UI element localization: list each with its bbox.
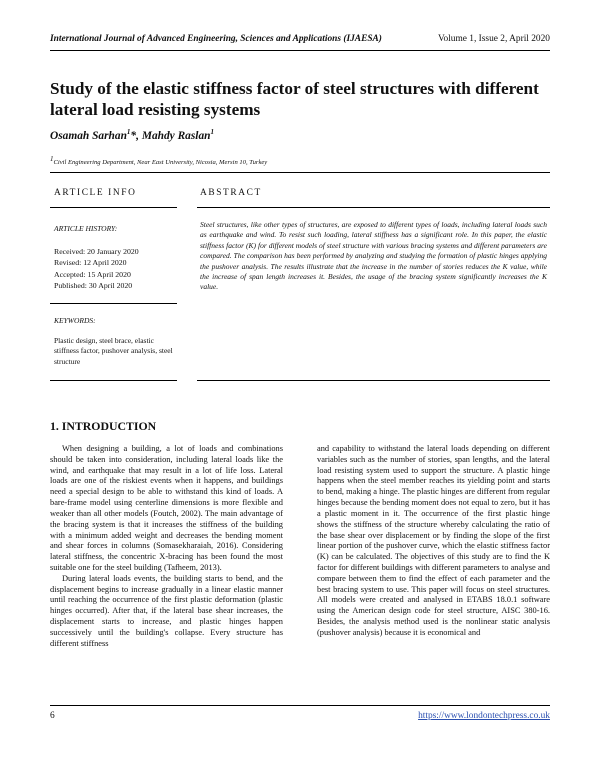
info-rule bbox=[50, 207, 177, 208]
affiliation-mark: 1 bbox=[210, 128, 214, 136]
abstract-heading: ABSTRACT bbox=[200, 188, 262, 198]
paper-title: Study of the elastic stiffness factor of steel structures with different lateral load resisting systems bbox=[50, 79, 539, 119]
journal-name: International Journal of Advanced Engineering, Sciences and Applications (IJAESA) bbox=[50, 34, 382, 44]
article-info-heading: ARTICLE INFO bbox=[54, 188, 137, 198]
affiliation-mark: 1 bbox=[126, 128, 131, 136]
issue-info: Volume 1, Issue 2, April 2020 bbox=[437, 34, 550, 44]
history-label: ARTICLE HISTORY: bbox=[54, 224, 118, 233]
revised-date: Revised: 12 April 2020 bbox=[54, 258, 127, 268]
author-name: Mahdy Raslan bbox=[141, 129, 211, 142]
body-paragraph: When designing a building, a lot of loads and combinations should be taken into consideration, including lateral loads like the wind, and earthquake that may result in a lot of life loss. Lateral loads are one of the riskiest events when it happens, and buildings need a special design to be able to withstand this kind of loads. A bare-frame model using centerline dimensions is more flexible and weaker than all other models (Foutch, 2002). The main advantage of the bracing system is that it increases the stiffness of the building with a minimum added weight and decreases the bending moment and shear forces in columns (Somasekharaiah, 2016). Considering lateral stiffness, the concentric X-bracing has been found the most suitable one for the steel building (Tafheem, 2013). bbox=[50, 444, 283, 572]
body-column-right bbox=[317, 444, 550, 639]
page-number: 6 bbox=[50, 711, 55, 721]
accepted-date: Accepted: 15 April 2020 bbox=[54, 269, 131, 279]
affiliation-rule bbox=[50, 172, 550, 173]
article-dates bbox=[54, 246, 139, 291]
body-paragraph: and capability to withstand the lateral loads depending on different variables such as the number of stories, span lengths, and the lateral load resisting system used to support the structure. A plastic hinge happens when the steel member reaches its yielding point and starts to bend, making a hinge. The plastic hinges are different from regular hinges because the bending moment does not equal to zero, but it has a plastic moment in it. The occurrence of the first plastic hinge shows the stiffness of the structure whereby calculating the ratio of the base shear over displacement or by finding the slope of the first linear portion of the pushover curve, which the elastic stiffness factor (K) can be calculated. The objectives of this study are to find the K factor for different buildings with different parameters to analyse and compare between them to find the effect of each parameter and the best bracing system to use. This paper will focus on steel structures. All models were created and analysed in ETABS 18.0.1 software using the American design code for steel structure, AISC 380-16. Besides, the analysis method used is the nonlinear static analysis (pushover analysis) because it is economical and bbox=[317, 444, 550, 637]
body-paragraph: During lateral loads events, the building starts to bend, and the displacement begins to increase gradually in a linear elastic manner until reaching the occurrence of the first plastic deformation (plastic hinges occurred). After that, if the lateral base shear increases, the displacement starts to increase, and plastic hinges happen successively until the building's collapse. Every structure has different stiffness bbox=[50, 573, 283, 648]
published-date: Published: 30 April 2020 bbox=[54, 280, 133, 290]
footer-rule bbox=[50, 705, 550, 706]
author-list bbox=[50, 128, 214, 142]
info-rule bbox=[50, 380, 177, 381]
body-column-left bbox=[50, 444, 283, 649]
abstract-rule bbox=[197, 380, 550, 381]
author-name: Osamah Sarhan bbox=[50, 129, 127, 142]
introduction-heading: 1. INTRODUCTION bbox=[50, 419, 157, 433]
abstract-text: Steel structures, like other types of structures, are exposed to different types of loads, including lateral loads such as earthquake and wind. To resist such loading, lateral stiffness has a significant role. In this paper, the elastic stiffness factor (K) for different models of steel structure with various bracing systems and different parameters are compared. The comparison has been performed by analyzing and studying the formation of plastic hinges applying the pushover analysis. The results illustrate that the increase in the number of stories reduces the K value, while the increase of span length increases it. Besides, the usage of the bracing system significantly increases the K value. bbox=[200, 220, 547, 292]
affiliation-text: Civil Engineering Department, Near East University, Nicosia, Mersin 10, Turkey bbox=[53, 159, 268, 167]
header-rule bbox=[50, 50, 550, 51]
publisher-link[interactable]: https://www.londontechpress.co.uk bbox=[418, 711, 550, 721]
info-rule bbox=[50, 303, 177, 304]
corresponding-mark: *, bbox=[130, 129, 142, 142]
keywords-label: KEYWORDS: bbox=[54, 316, 96, 325]
abstract-rule bbox=[197, 207, 550, 208]
received-date: Received: 20 January 2020 bbox=[54, 247, 139, 256]
affiliation bbox=[50, 155, 267, 166]
keywords-list: Plastic design, steel brace, elastic stiffness factor, pushover analysis, steel structure bbox=[54, 336, 173, 366]
affiliation-mark: 1 bbox=[50, 155, 54, 163]
